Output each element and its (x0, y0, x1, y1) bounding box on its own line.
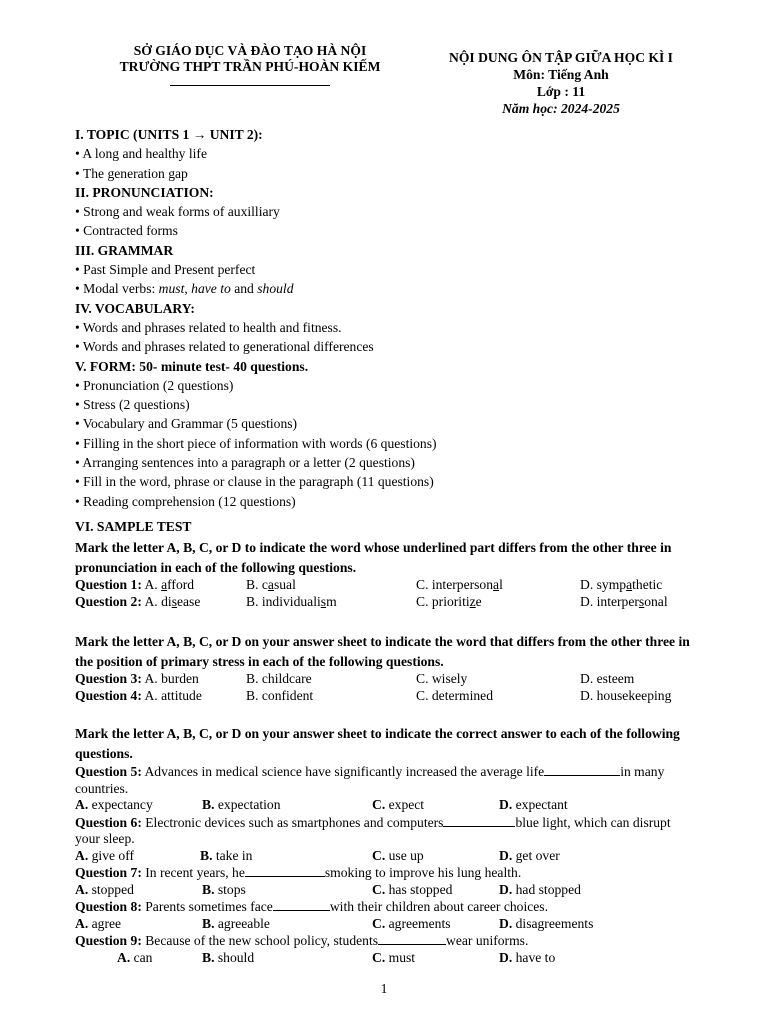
sample-test (75, 517, 690, 966)
question-stem-end: smoking to improve his lung health. (324, 865, 522, 880)
list-item: • Contracted forms (75, 223, 178, 239)
option-c: C. determined (416, 687, 494, 703)
option-letter: B. (200, 847, 213, 863)
option-letter: B. (202, 881, 215, 897)
option-b: B. individuali (246, 593, 321, 609)
answer-blank (443, 814, 515, 827)
list-item: • Reading comprehension (12 questions) (75, 493, 296, 509)
option-a: stopped (88, 881, 134, 897)
answer-blank (273, 898, 330, 911)
option-d: D. esteem (580, 671, 635, 686)
question-text (75, 864, 690, 882)
option-letter: D. (499, 949, 513, 965)
list-item: • A long and healthy life (75, 146, 207, 162)
option-letter: D. (499, 847, 513, 863)
sample-test-title: VI. SAMPLE TEST (75, 519, 192, 534)
option-d: have to (512, 949, 556, 965)
option-c: use up (385, 847, 424, 863)
answer-blank (245, 864, 325, 877)
form-heading: V. FORM: 50- minute test- 40 questions. (75, 358, 309, 374)
question-row (75, 594, 690, 611)
option-c: must (385, 949, 416, 965)
option-a: agree (88, 915, 122, 931)
option-letter: C. (372, 797, 386, 812)
underlined-part: s (638, 593, 645, 609)
instruction-pronunciation: Mark the letter A, B, C, or D to indicate the word whose underlined part differs from the other three in pronunciation in each of the following questions. (75, 540, 672, 575)
school-name: TRƯỜNG THPT TRẦN PHÚ-HOÀN KIẾM (119, 59, 381, 74)
option-a: A. attitude (141, 687, 202, 703)
question-row (75, 577, 690, 594)
list-item: • Words and phrases related to generational differences (75, 339, 374, 355)
underlined-part: s (171, 593, 177, 609)
option-d: had stopped (512, 881, 581, 897)
question-label: Question 1: (75, 577, 142, 592)
option-letter: A. (75, 881, 89, 897)
option-letter: B. (202, 949, 215, 965)
question-label: Question 6: (75, 814, 142, 830)
option-b-rest: sual (273, 577, 296, 592)
option-b-rest: m (326, 593, 337, 609)
option-d: disagreements (512, 915, 594, 931)
department-name: SỞ GIÁO DỤC VÀ ĐÀO TẠO HÀ NỘI (133, 43, 367, 58)
option-letter: C. (372, 915, 386, 931)
question-label: Question 2: (75, 593, 142, 609)
answer-blank (544, 763, 620, 776)
grammar-heading: III. GRAMMAR (75, 242, 174, 258)
option-c: C. prioriti (416, 593, 470, 609)
modal-comma: , (184, 281, 192, 297)
modal-should: should (257, 281, 294, 297)
list-item-modal-verbs (75, 279, 695, 298)
list-item: • Arranging sentences into a paragraph or a letter (2 questions) (75, 455, 415, 471)
option-b: expectation (214, 797, 281, 812)
modal-prefix: • Modal verbs: (75, 281, 159, 297)
option-b: B. childcare (246, 671, 312, 686)
option-letter: D. (499, 797, 513, 812)
modal-must: must (158, 281, 185, 297)
topic-heading: I. TOPIC (UNITS 1 → UNIT 2): (75, 127, 263, 142)
question-text (75, 932, 690, 950)
option-c: C. wisely (416, 671, 468, 686)
options-row (75, 848, 690, 865)
list-item: • The generation gap (75, 165, 188, 181)
question-label: Question 9: (75, 933, 142, 948)
option-c: C. interperson (416, 577, 494, 592)
list-item: • Stress (2 questions) (75, 397, 190, 413)
header-divider (170, 85, 330, 86)
review-outline (75, 125, 695, 511)
question-label: Question 5: (75, 764, 142, 779)
option-c: has stopped (385, 881, 453, 897)
list-item: • Pronunciation (2 questions) (75, 377, 234, 393)
list-item: • Strong and weak forms of auxilliary (75, 204, 280, 220)
option-d: get over (512, 847, 560, 863)
options-row (75, 950, 690, 967)
option-c: agreements (385, 915, 451, 931)
underlined-part: s (320, 593, 327, 609)
option-b: B. c (246, 577, 268, 592)
option-d: expectant (512, 797, 568, 812)
list-item: • Filling in the short piece of information with words (6 questions) (75, 435, 437, 451)
question-stem: Advances in medical science have significantly increased the average life (141, 764, 545, 779)
document-title: NỘI DUNG ÔN TẬP GIỮA HỌC KÌ I (449, 50, 673, 65)
option-letter: B. (202, 915, 215, 931)
option-letter: A. (75, 915, 89, 931)
options-row (75, 797, 690, 814)
option-letter: C. (372, 881, 386, 897)
options-row (75, 882, 690, 899)
option-letter: D. (499, 881, 513, 897)
question-text (75, 763, 690, 797)
question-text (75, 814, 690, 848)
option-b: take in (212, 847, 253, 863)
underlined-part: a (626, 577, 633, 592)
option-letter: A. (75, 797, 89, 812)
vocabulary-heading: IV. VOCABULARY: (75, 300, 195, 316)
question-label: Question 4: (75, 687, 142, 703)
question-text (75, 898, 690, 916)
question-label: Question 7: (75, 865, 142, 880)
option-a: A. (141, 577, 162, 592)
option-a: A. burden (141, 671, 199, 686)
option-a: give off (88, 847, 135, 863)
option-b: B. confident (246, 687, 314, 703)
option-d-rest: onal (644, 593, 668, 609)
option-letter: B. (202, 797, 215, 812)
option-b: agreeable (214, 915, 270, 931)
question-stem: Electronic devices such as smartphones and computers (141, 814, 444, 830)
option-b: stops (214, 881, 246, 897)
grade-line: Lớp : 11 (536, 84, 586, 99)
question-stem: Because of the new school policy, students (141, 933, 379, 948)
underlined-part: z (469, 593, 476, 609)
school-header (100, 43, 400, 86)
question-stem-end: wear uniforms. (446, 933, 529, 948)
question-label: Question 3: (75, 671, 142, 686)
option-d-rest: thetic (632, 577, 663, 592)
question-row (75, 688, 690, 705)
option-d: D. housekeeping (580, 687, 672, 703)
list-item: • Words and phrases related to health and fitness. (75, 319, 342, 335)
answer-blank (378, 932, 446, 945)
option-letter: C. (372, 949, 386, 965)
question-stem: Parents sometimes face (141, 899, 273, 914)
options-row (75, 916, 690, 933)
list-item: • Past Simple and Present perfect (75, 262, 256, 278)
option-a-rest: ease (176, 593, 201, 609)
question-stem-end: in many countries. (75, 764, 665, 796)
option-c-rest: l (499, 577, 503, 592)
option-b: should (214, 949, 255, 965)
question-label: Question 8: (75, 899, 142, 914)
modal-and: and (230, 281, 258, 297)
list-item: • Vocabulary and Grammar (5 questions) (75, 416, 298, 432)
option-d: D. interper (580, 593, 639, 609)
instruction-stress: Mark the letter A, B, C, or D on your answer sheet to indicate the word that differs from the other three in the position of primary stress in each of the following questions. (75, 634, 690, 669)
option-c: expect (385, 797, 425, 812)
underlined-part: a (267, 577, 274, 592)
question-stem-end: blue light, which can disrupt your sleep. (75, 814, 671, 846)
option-letter: A. (117, 949, 131, 965)
question-row (75, 671, 690, 688)
option-d: D. symp (580, 577, 627, 592)
underlined-part: a (161, 577, 168, 592)
page-number: 1 (380, 981, 388, 996)
document-header (430, 49, 692, 117)
option-c-rest: e (475, 593, 482, 609)
question-stem-end: with their children about career choices. (329, 899, 549, 914)
school-year-line: Năm học: 2024-2025 (502, 101, 620, 116)
option-a: can (130, 949, 153, 965)
modal-have-to: have to (191, 281, 231, 297)
option-a: A. di (141, 593, 172, 609)
subject-line: Môn: Tiếng Anh (513, 67, 609, 82)
question-stem: In recent years, he (141, 865, 245, 880)
option-letter: A. (75, 847, 89, 863)
pronunciation-heading: II. PRONUNCIATION: (75, 184, 214, 200)
list-item: • Fill in the word, phrase or clause in the paragraph (11 questions) (75, 474, 434, 490)
option-a: expectancy (88, 797, 153, 812)
option-letter: C. (372, 847, 386, 863)
option-letter: D. (499, 915, 513, 931)
underlined-part: a (493, 577, 500, 592)
option-a-rest: fford (167, 577, 195, 592)
instruction-grammar: Mark the letter A, B, C, or D on your answer sheet to indicate the correct answer to each of the following questions. (75, 726, 680, 761)
